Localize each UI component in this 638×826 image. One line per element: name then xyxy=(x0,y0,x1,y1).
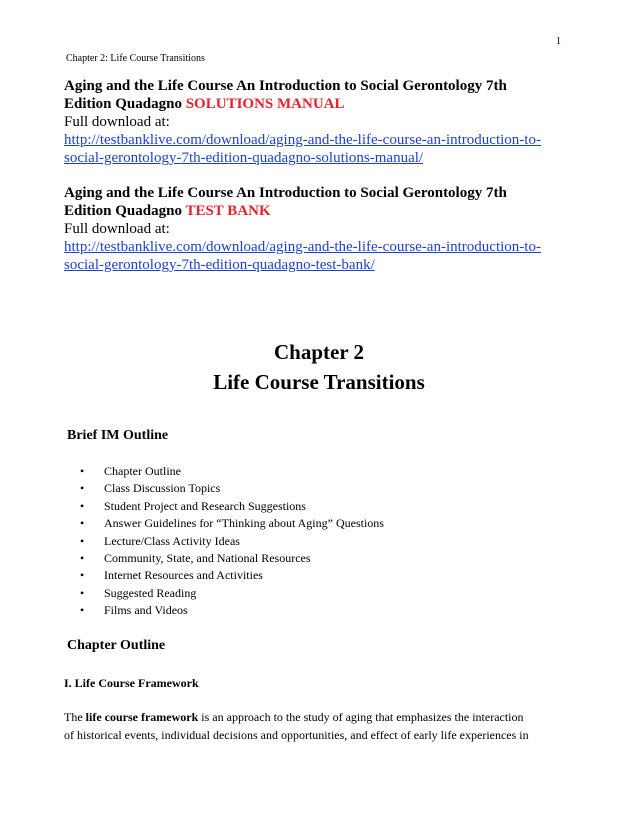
list-item xyxy=(80,585,384,602)
bullet-icon: • xyxy=(80,568,85,583)
list-item xyxy=(80,567,384,584)
bullet-icon: • xyxy=(80,585,85,600)
bullet-icon: • xyxy=(80,603,85,618)
list-item-label: Suggested Reading xyxy=(104,585,197,600)
list-item xyxy=(80,515,384,532)
bullet-icon: • xyxy=(80,550,85,565)
solutions-url-line1[interactable]: http://testbanklive.com/download/aging-and-the-life-course-an-introduction-to- xyxy=(64,132,541,148)
brief-outline-heading: Brief IM Outline xyxy=(67,428,169,443)
para-rest: is an approach to the study of aging that emphasizes the interaction xyxy=(198,710,524,724)
testbank-title-text: Edition Quadagno xyxy=(64,203,186,219)
solutions-download-label: Full download at: xyxy=(64,114,170,130)
list-item xyxy=(80,550,384,567)
test-bank-block xyxy=(64,184,584,274)
para-line2: of historical events, individual decisions and opportunities, and effect of early life experiences in xyxy=(64,728,529,742)
bullet-icon: • xyxy=(80,498,85,513)
list-item-label: Answer Guidelines for “Thinking about Aging” Questions xyxy=(104,516,384,531)
testbank-title-line2 xyxy=(64,202,584,220)
list-item xyxy=(80,533,384,550)
list-item-label: Class Discussion Topics xyxy=(104,481,221,496)
bullet-icon: • xyxy=(80,464,85,478)
testbank-title-line1: Aging and the Life Course An Introduction to Social Gerontology 7th xyxy=(64,185,507,201)
list-item xyxy=(80,498,384,515)
body-paragraph xyxy=(64,708,584,744)
list-item-label: Chapter Outline xyxy=(104,464,181,478)
solutions-title-text: Edition Quadagno xyxy=(64,96,186,112)
list-item-label: Films and Videos xyxy=(104,603,188,618)
section-heading: I. Life Course Framework xyxy=(64,676,199,690)
list-item-label: Internet Resources and Activities xyxy=(104,568,263,583)
list-item-label: Student Project and Research Suggestions xyxy=(104,498,306,513)
para-term: life course framework xyxy=(85,710,199,724)
brief-outline-list xyxy=(80,463,384,620)
chapter-number: Chapter 2 xyxy=(273,340,365,364)
testbank-tag: TEST BANK xyxy=(185,203,271,219)
list-item-label: Lecture/Class Activity Ideas xyxy=(104,533,240,548)
list-item xyxy=(80,463,384,480)
list-item xyxy=(80,480,384,497)
bullet-icon: • xyxy=(80,516,85,531)
list-item xyxy=(80,602,384,619)
page-number: 1 xyxy=(556,36,561,47)
running-header: Chapter 2: Life Course Transitions xyxy=(66,53,205,64)
solutions-manual-block xyxy=(64,77,584,167)
chapter-outline-heading: Chapter Outline xyxy=(67,638,166,653)
para-intro: The xyxy=(64,710,86,724)
chapter-title: Life Course Transitions xyxy=(213,370,425,394)
solutions-url-line2[interactable]: social-gerontology-7th-edition-quadagno-solutions-manual/ xyxy=(64,150,424,166)
solutions-tag: SOLUTIONS MANUAL xyxy=(185,96,345,112)
testbank-download-label: Full download at: xyxy=(64,221,170,237)
testbank-url-line1[interactable]: http://testbanklive.com/download/aging-and-the-life-course-an-introduction-to- xyxy=(64,239,541,255)
solutions-title-line1: Aging and the Life Course An Introduction to Social Gerontology 7th xyxy=(64,78,507,94)
list-item-label: Community, State, and National Resources xyxy=(104,550,311,565)
bullet-icon: • xyxy=(80,533,85,548)
solutions-title-line2 xyxy=(64,95,584,113)
testbank-url-line2[interactable]: social-gerontology-7th-edition-quadagno-test-bank/ xyxy=(64,257,375,273)
bullet-icon: • xyxy=(80,481,85,496)
